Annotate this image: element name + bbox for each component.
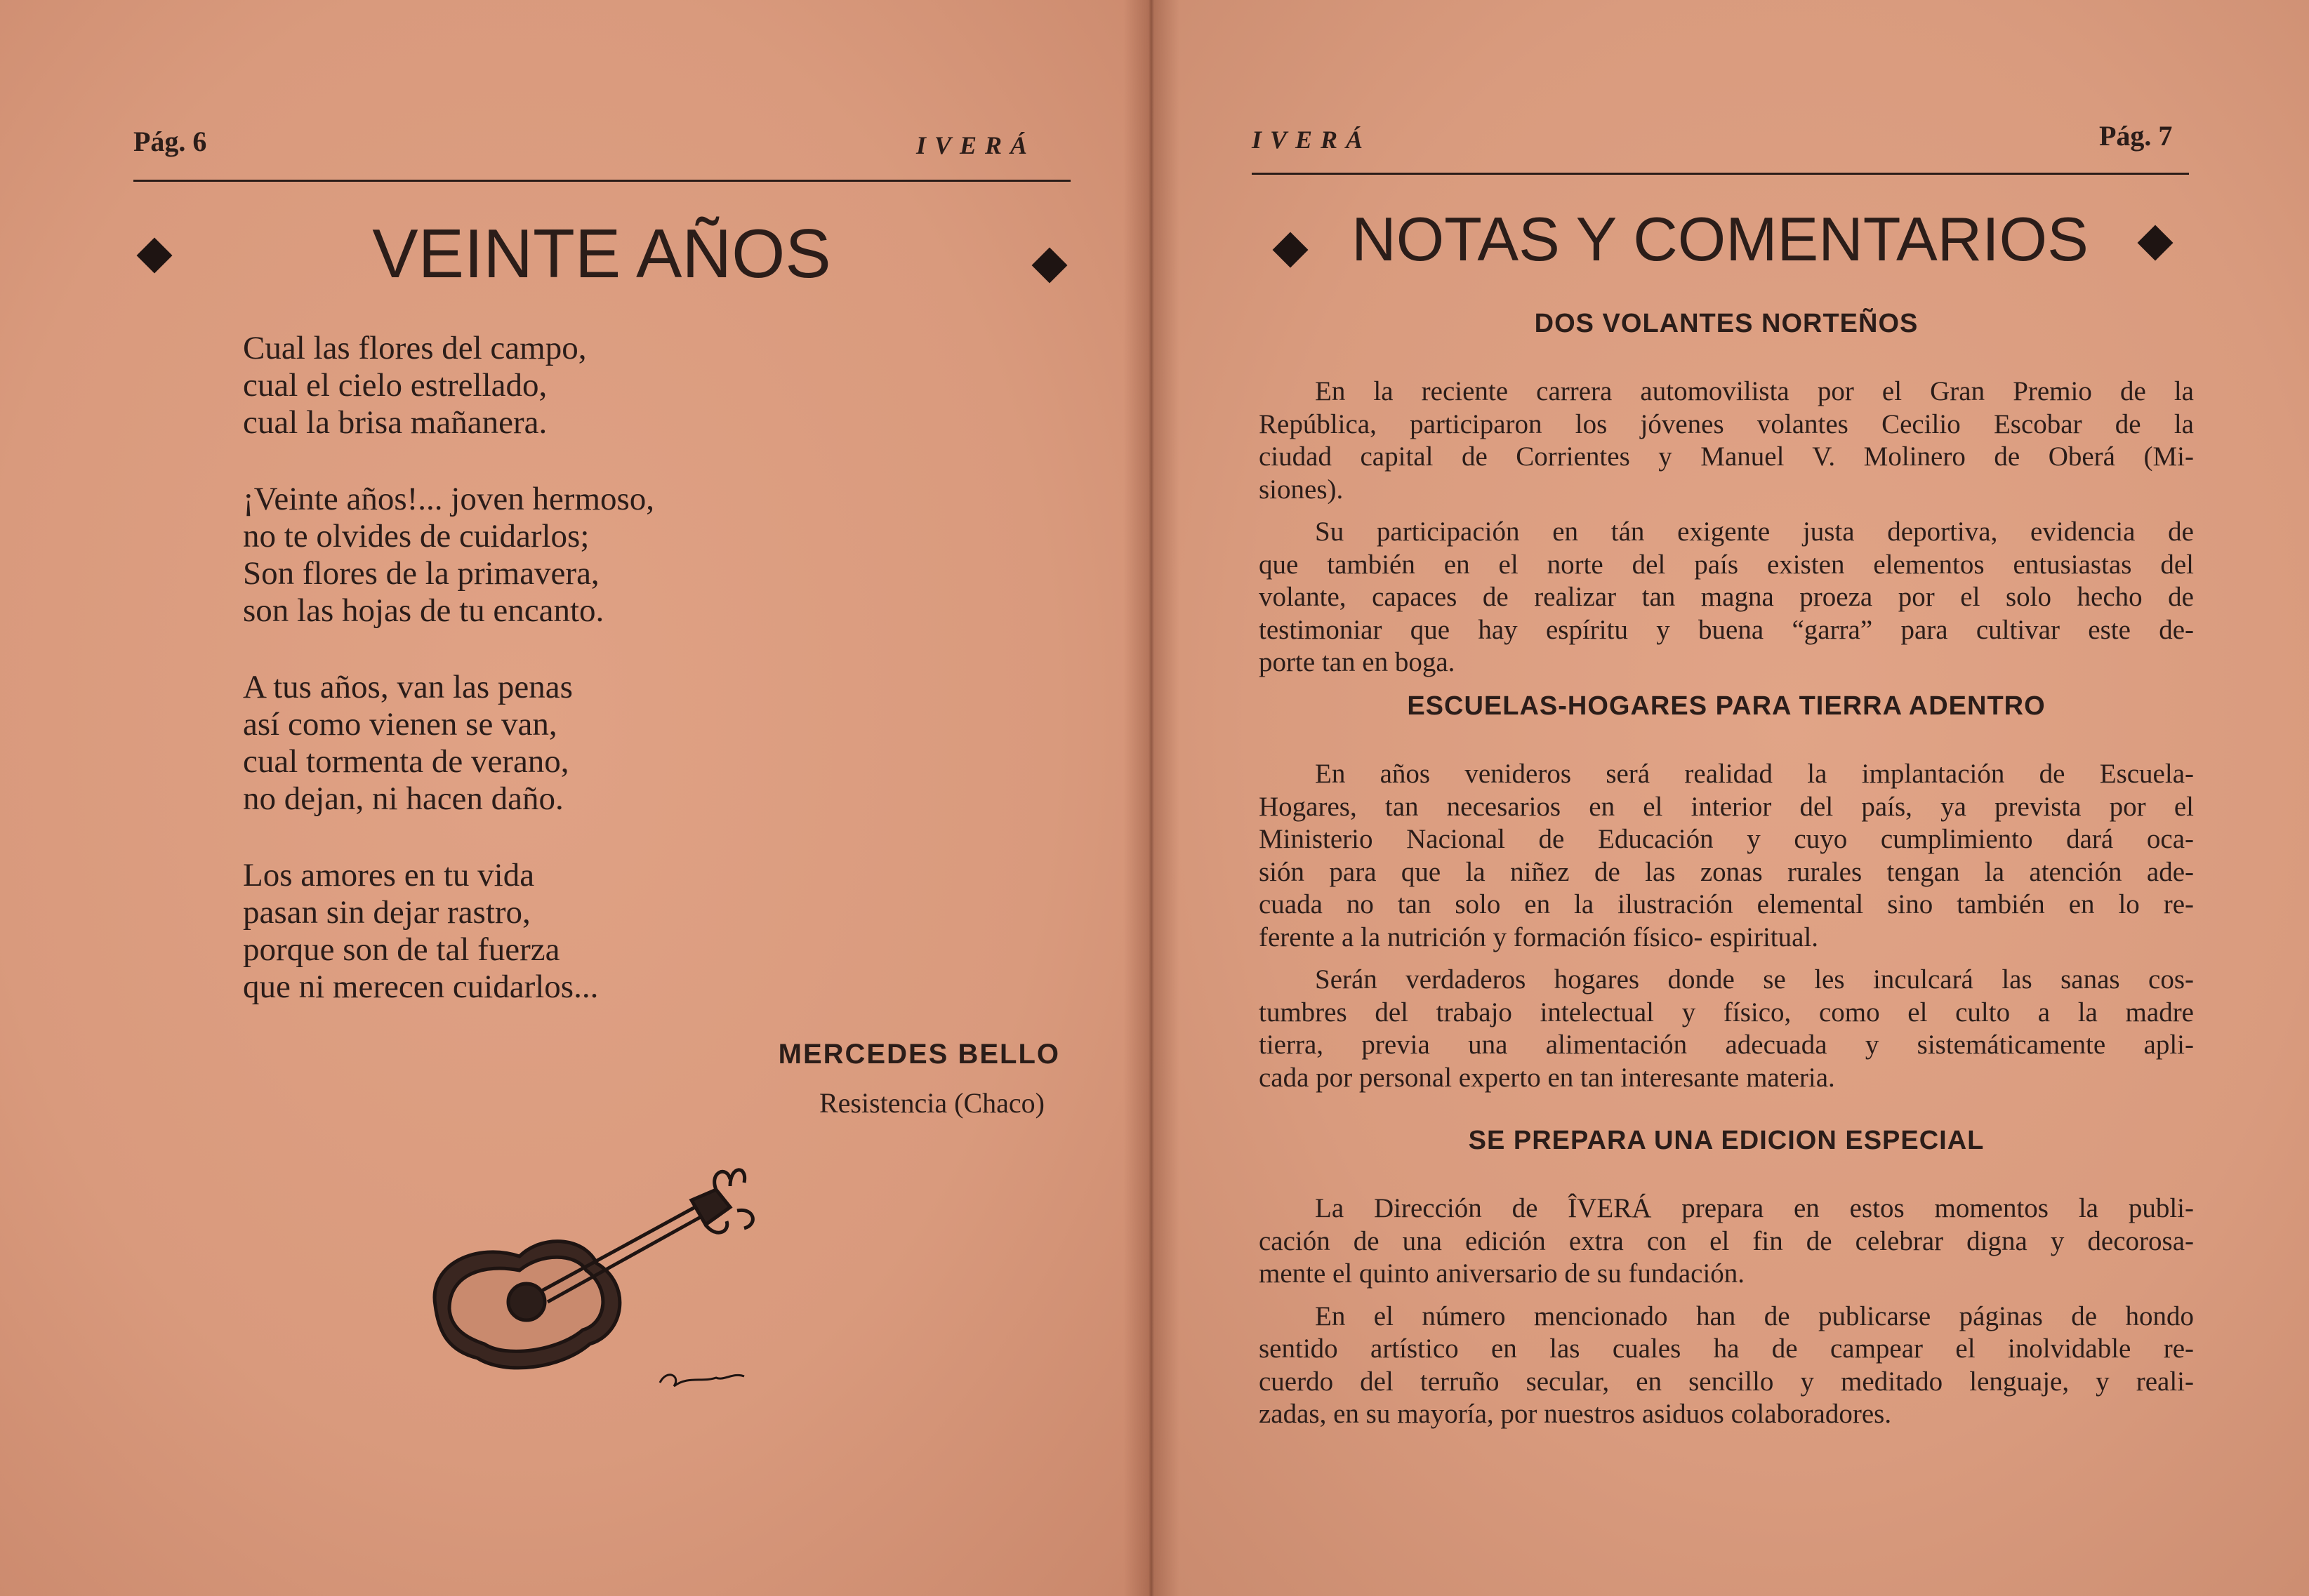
text-line: cuerdo del terruño secular, en sencillo y meditado lenguaje, y reali- [1259,1366,2194,1397]
page-number: Pág. 6 [133,126,207,157]
diamond-ornament-icon [1032,248,1068,284]
text-line: cación de una edición extra con el fin de celebrar digna y decorosa- [1259,1225,2194,1256]
paragraph [1259,964,2194,1094]
header-rule [133,180,1071,182]
author-name: MERCEDES BELLO [778,1039,1060,1070]
left-page [0,0,1151,1596]
section-heading: DOS VOLANTES NORTEÑOS [1534,309,1919,338]
page-number: Pág. 7 [2099,120,2173,152]
poem-line: ¡Veinte años!... joven hermoso, [243,481,655,517]
header-rule [1252,173,2189,175]
poem-stanza [243,330,654,441]
poem-line: porque son de tal fuerza [243,931,560,968]
poem [243,330,654,1045]
news-section [1259,309,2194,689]
text-line: ferente a la nutrición y formación físico- espiritual. [1259,922,1819,952]
poem-line: Los amores en tu vida [243,857,535,893]
text-line: En la reciente carrera automovilista por el Gran Premio de la [1315,376,2194,406]
paragraph [1259,516,2194,679]
guitar-icon [421,1158,772,1418]
text-line: cada por personal experto en tan interesante materia. [1259,1062,1835,1093]
news-section [1259,691,2194,1104]
text-line: La Dirección de ÎVERÁ prepara en estos momentos la publi- [1315,1193,2194,1223]
text-line: mente el quinto aniversario de su fundación. [1259,1258,1745,1289]
text-line: porte tan en boga. [1259,647,1455,677]
illustrator-signature [660,1375,744,1386]
masthead: IVERÁ [1252,126,1372,154]
poem-line: no dejan, ni hacen daño. [243,780,564,817]
section-heading: SE PREPARA UNA EDICION ESPECIAL [1468,1126,1985,1155]
paragraph [1259,1301,2194,1431]
poem-line: no te olvides de cuidarlos; [243,518,590,554]
masthead: IVERÁ [916,131,1036,159]
poem-line: son las hojas de tu encanto. [243,592,604,629]
poem-line: que ni merecen cuidarlos... [243,969,599,1005]
author-place: Resistencia (Chaco) [819,1087,1045,1119]
text-line: volante, capaces de realizar tan magna proeza por el solo hecho de [1259,582,2194,612]
poem-line: cual tormenta de verano, [243,743,569,780]
text-line: tumbres del trabajo intelectual y físico, como el culto a la madre [1259,997,2194,1028]
text-line: Serán verdaderos hogares donde se les inculcará las sanas cos- [1315,964,2194,995]
text-line: Ministerio Nacional de Educación y cuyo cumplimiento dará oca- [1259,824,2194,854]
paragraph [1259,1192,2194,1291]
poem-line: Cual las flores del campo, [243,330,587,366]
poem-line: A tus años, van las penas [243,669,573,705]
paragraph [1259,375,2194,506]
book-gutter [1123,0,1179,1596]
poem-line: así como vienen se van, [243,706,557,743]
text-line: testimoniar que hay espíritu y buena “garra” para cultivar este de- [1259,614,2194,645]
text-line: zadas, en su mayoría, por nuestros asiduos colaboradores. [1259,1399,1892,1429]
text-line: En el número mencionado han de publicarse páginas de hondo [1315,1301,2194,1331]
section-heading: ESCUELAS-HOGARES PARA TIERRA ADENTRO [1407,691,2046,721]
poem-line: cual el cielo estrellado, [243,367,548,404]
text-line: tierra, previa una alimentación adecuada y sistemáticamente apli- [1259,1030,2194,1060]
section-title: NOTAS Y COMENTARIOS [1351,204,2089,274]
text-line: cuada no tan solo en la ilustración elemental sino también en lo re- [1259,889,2194,919]
poem-line: pasan sin dejar rastro, [243,894,531,931]
text-line: sión para que la niñez de las zonas rurales tengan la atención ade- [1259,856,2194,887]
text-line: ciudad capital de Corrientes y Manuel V. Molinero de Oberá (Mi- [1259,441,2194,472]
poem-line: Son flores de la primavera, [243,555,600,592]
poem-title: VEINTE AÑOS [372,215,831,292]
paragraph [1259,758,2194,954]
poem-stanza [243,857,654,1006]
text-line: Su participación en tán exigente justa deportiva, evidencia de [1315,517,2194,547]
poem-line: cual la brisa mañanera. [243,404,548,441]
text-line: República, participaron los jóvenes volantes Cecilio Escobar de la [1259,408,2194,439]
text-line: sentido artístico en las cuales ha de campear el inolvidable re- [1259,1334,2194,1364]
text-line: siones). [1259,474,1344,505]
diamond-ornament-icon [137,238,173,274]
text-line: En años venideros será realidad la implantación de Escuela- [1315,759,2194,789]
poem-stanza [243,669,654,818]
text-line: Hogares, tan necesarios en el interior del país, ya prevista por el [1259,791,2194,822]
poem-stanza [243,481,654,630]
text-line: que también en el norte del país existen elementos entusiastas del [1259,549,2194,580]
news-section [1259,1126,2194,1441]
